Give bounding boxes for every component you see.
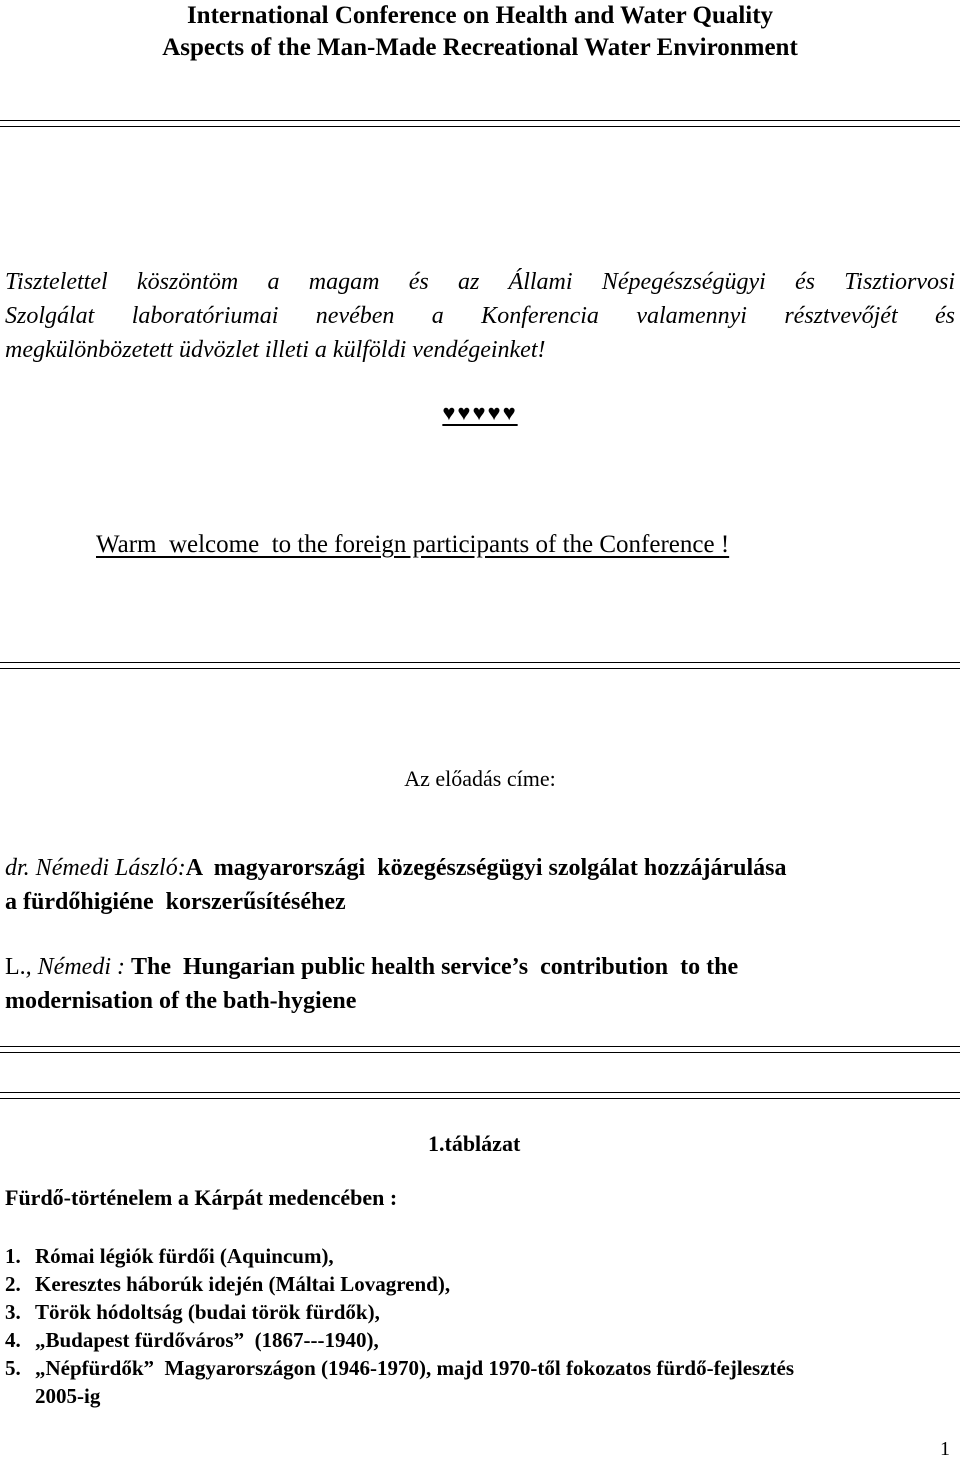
list-item-text: Török hódoltság (budai török fürdők), [35, 1300, 380, 1324]
greeting-hu-line1: Tisztelettel köszöntöm a magam és az Állami Népegészségügyi és Tisztiorvosi [5, 269, 955, 295]
lecture-en-line1 [5, 954, 738, 981]
lecture-hu-line2 [5, 889, 346, 916]
lecture-en-line2 [5, 988, 356, 1015]
greeting-english: Warm welcome to the foreign participants of the Conference ! [96, 531, 730, 558]
page-number: 1 [940, 1438, 950, 1460]
divider-middle-2 [0, 668, 960, 669]
history-list [5, 1243, 955, 1413]
greeting-hu-line3: megkülönbözetett üdvözlet illeti a külföldi vendégeinket! [5, 337, 546, 363]
list-item-number: 5. [5, 1356, 21, 1380]
table-label: 1.táblázat [428, 1131, 521, 1156]
lecture-hu-line1 [5, 855, 787, 882]
conference-title-line2: Aspects of the Man-Made Recreational Water Environment [162, 34, 798, 61]
lecture-en-title-part2: modernisation of the bath-hygiene [5, 988, 357, 1014]
list-item [5, 1243, 334, 1269]
conference-title-line1: International Conference on Health and Water Quality [186, 2, 774, 29]
lecture-hu-title-part1: A magyarországi közegészségügyi szolgálat hozzájárulása [185, 855, 787, 881]
lecture-en-title-part1: The Hungarian public health service’s contribution to the [130, 954, 739, 980]
list-item-continuation [5, 1383, 100, 1409]
list-item-number: 1. [5, 1244, 21, 1268]
list-item-number: 4. [5, 1328, 21, 1352]
list-item-text: „Budapest fürdőváros” (1867---1940), [35, 1328, 379, 1352]
list-item-number: 3. [5, 1300, 21, 1324]
list-item-number: 2. [5, 1272, 21, 1296]
lecture-label: Az előadás címe: [404, 766, 556, 791]
hearts-icon: ♥♥♥♥♥ [442, 400, 518, 425]
divider-top-2 [0, 126, 960, 127]
list-item-text: Keresztes háborúk idején (Máltai Lovagrend), [35, 1272, 451, 1296]
list-item-text: „Népfürdők” Magyarországon (1946-1970), majd 1970-től fokozatos fürdő-fejlesztés [35, 1356, 795, 1380]
divider-lower-3 [0, 1092, 960, 1093]
divider-lower-1 [0, 1046, 960, 1047]
list-item-text: Római légiók fürdői (Aquincum), [35, 1244, 334, 1268]
list-item [5, 1327, 379, 1353]
greeting-hungarian [5, 265, 955, 367]
divider-lower-2 [0, 1052, 960, 1053]
lecture-en-initial: L. [5, 954, 26, 980]
lecture-hu-author: dr. Némedi László: [5, 855, 186, 881]
divider-top-1 [0, 120, 960, 121]
divider-middle-1 [0, 662, 960, 663]
list-item [5, 1355, 794, 1381]
history-heading: Fürdő-történelem a Kárpát medencében : [5, 1185, 398, 1210]
hearts-decoration [0, 400, 960, 426]
list-item-text: 2005-ig [35, 1384, 101, 1408]
lecture-en-author: , Némedi : [25, 954, 131, 980]
list-item [5, 1271, 450, 1297]
list-item [5, 1299, 380, 1325]
divider-lower-4 [0, 1098, 960, 1099]
greeting-hu-line2: Szolgálat laboratóriumai nevében a Konferencia valamennyi résztvevőjét és [5, 303, 955, 329]
lecture-hu-title-part2: a fürdőhigiéne korszerűsítéséhez [5, 889, 346, 915]
